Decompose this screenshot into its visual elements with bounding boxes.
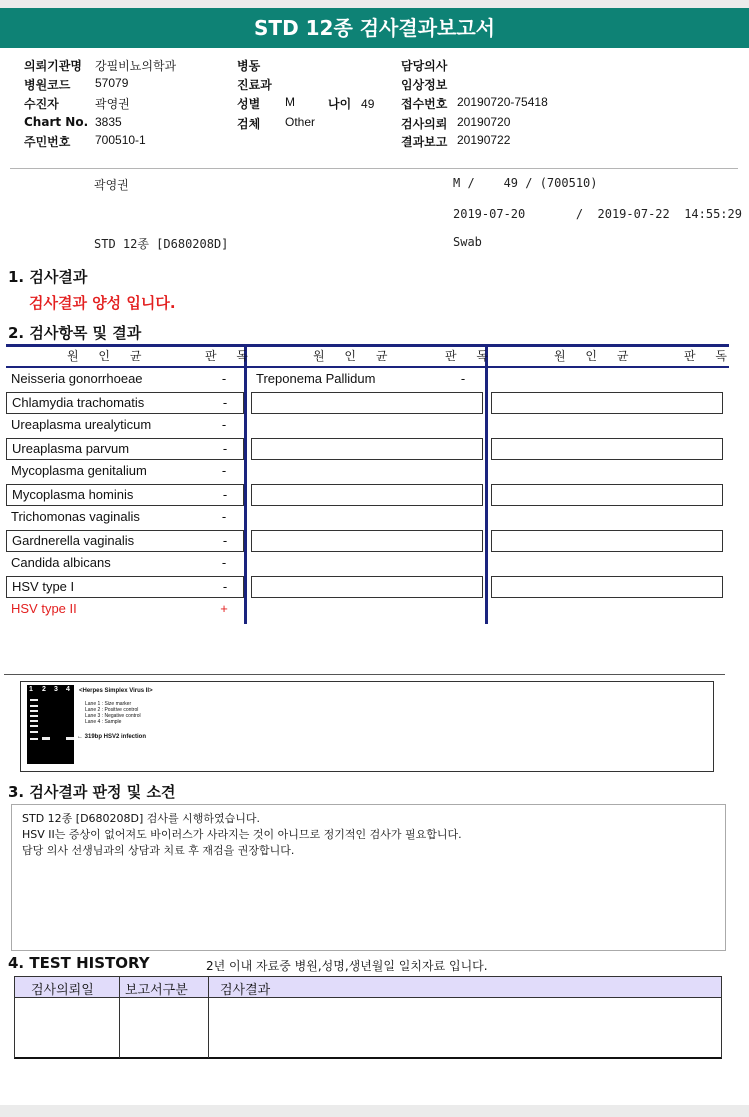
header-field-value: 57079 — [95, 76, 129, 90]
result-row — [6, 369, 244, 391]
header-separator — [10, 168, 738, 169]
header-pathogen: 원 인 균 — [554, 349, 637, 363]
header-pathogen: 원 인 균 — [313, 349, 396, 363]
result-judgment: - — [221, 371, 227, 386]
result-row — [6, 507, 244, 529]
header-field-label: 병동 — [237, 59, 261, 73]
section-1-title: 1. 검사결과 — [8, 268, 88, 286]
gel-title: <Herpes Simplex Virus II> — [79, 688, 153, 694]
ladder-band — [30, 705, 38, 707]
sample-band — [66, 737, 74, 740]
header-field-label: Chart No. — [24, 115, 89, 129]
gel-legend-item: Lane 3 : Negative control — [85, 713, 141, 719]
header-field — [237, 57, 260, 74]
header-field-label: 의뢰기관명 — [24, 59, 82, 73]
result-empty-cell — [251, 438, 483, 460]
result-row — [6, 484, 244, 506]
gel-legend — [85, 701, 141, 725]
ladder-band — [30, 699, 38, 701]
header-field-label: 검사의뢰 — [401, 117, 448, 131]
header-field-value: Other — [285, 115, 316, 129]
result-empty-cell — [251, 392, 483, 414]
header-field-label: 진료과 — [237, 78, 272, 92]
comment-line: HSV II는 증상이 없어져도 바이러스가 사라지는 것이 아니므로 정기적인 검사가 필요합니다. — [22, 828, 462, 841]
result-empty-cell — [251, 576, 483, 598]
result-judgment: - — [221, 509, 227, 524]
age-label: 나이 — [328, 97, 352, 111]
result-judgment: - — [221, 555, 227, 570]
age-field — [328, 95, 374, 112]
header-field — [401, 57, 447, 74]
pathogen-name: Chlamydia trachomatis — [12, 395, 145, 410]
header-field-value: 곽영권 — [95, 97, 130, 111]
ladder-band — [30, 715, 38, 717]
gel-band-annotation: ← 319bp HSV2 infection — [77, 734, 147, 740]
pathogen-name: Ureaplasma urealyticum — [11, 417, 152, 432]
ladder-band — [30, 710, 38, 712]
header-field — [401, 95, 548, 112]
header-field — [24, 95, 130, 112]
history-column-divider — [208, 977, 209, 1058]
summary-dates: 2019-07-20 / 2019-07-22 14:55:29 — [453, 207, 742, 221]
header-field-value: M — [285, 95, 295, 109]
result-empty-cell — [491, 530, 723, 552]
header-field — [24, 57, 177, 74]
gel-legend-item: Lane 2 : Positive control — [85, 707, 139, 713]
header-field — [401, 76, 447, 93]
result-judgment: + — [220, 601, 228, 616]
result-row — [6, 415, 244, 437]
header-field-value: 강필비뇨의학과 — [95, 59, 177, 73]
header-field-value: 20190722 — [457, 133, 511, 147]
ladder-band — [30, 738, 38, 740]
result-row — [6, 576, 244, 598]
results-column-divider — [485, 344, 488, 624]
result-empty-cell — [491, 438, 723, 460]
header-field-value: 20190720 — [457, 115, 511, 129]
summary-specimen: Swab — [453, 235, 482, 249]
lane-number: 2 — [42, 686, 46, 693]
header-field-label: 임상정보 — [401, 78, 448, 92]
pathogen-name: HSV type II — [11, 601, 77, 616]
result-judgment: - — [222, 441, 228, 456]
header-field — [24, 76, 129, 93]
summary-sex-age: M / 49 / (700510) — [453, 176, 598, 190]
report-title: STD 12종 검사결과보고서 — [0, 8, 749, 48]
ladder-band — [30, 731, 38, 733]
history-table — [14, 976, 722, 1059]
summary-name: 곽영권 — [94, 178, 129, 192]
header-field-value: 3835 — [95, 115, 122, 129]
header-field-label: 접수번호 — [401, 97, 448, 111]
pathogen-name: Mycoplasma genitalium — [11, 463, 147, 478]
result-empty-cell — [251, 530, 483, 552]
header-field-value: 20190720-75418 — [457, 95, 548, 109]
result-row — [6, 392, 244, 414]
pathogen-name: Mycoplasma hominis — [12, 487, 134, 502]
result-judgment: - — [222, 533, 228, 548]
positive-control-band — [42, 737, 50, 740]
result-judgment: - — [460, 371, 466, 386]
header-field — [401, 115, 511, 132]
header-field — [24, 133, 146, 150]
result-row — [6, 599, 244, 621]
comment-line: STD 12종 [D680208D] 검사를 시행하였습니다. — [22, 812, 261, 825]
header-field — [401, 133, 511, 150]
header-judgment: 판 독 — [205, 349, 256, 363]
section-4-title: 4. TEST HISTORY — [8, 954, 150, 972]
result-row — [6, 530, 244, 552]
history-header-result: 검사결과 — [220, 983, 271, 998]
result-judgment: - — [222, 579, 228, 594]
comment-box — [11, 804, 726, 951]
pathogen-name: Candida albicans — [11, 555, 111, 570]
result-empty-cell — [491, 576, 723, 598]
overall-result: 검사결과 양성 입니다. — [29, 294, 176, 312]
lane-number: 4 — [66, 686, 70, 693]
ladder-band — [30, 720, 38, 722]
result-empty-cell — [251, 484, 483, 506]
section-3-title: 3. 검사결과 판정 및 소견 — [8, 783, 176, 801]
result-row — [6, 461, 244, 483]
header-field-label: 담당의사 — [401, 59, 448, 73]
result-row — [6, 553, 244, 575]
comment-line: 담당 의사 선생님과의 상담과 치료 후 재검을 권장합니다. — [22, 844, 295, 857]
lane-number: 1 — [29, 686, 33, 693]
pathogen-name: Treponema Pallidum — [256, 371, 376, 386]
result-row — [251, 369, 483, 391]
header-field-label: 병원코드 — [24, 78, 71, 92]
gel-figure — [20, 681, 714, 772]
header-field-label: 수진자 — [24, 97, 59, 111]
pathogen-name: Neisseria gonorrhoeae — [11, 371, 143, 386]
pathogen-name: Ureaplasma parvum — [12, 441, 130, 456]
header-field — [237, 76, 272, 93]
header-field — [24, 115, 122, 129]
results-end-rule — [4, 674, 725, 675]
gel-image — [27, 685, 74, 764]
top-strip — [0, 0, 749, 8]
bottom-strip — [0, 1105, 749, 1117]
history-column-divider — [119, 977, 120, 1058]
header-field-label: 결과보고 — [401, 135, 448, 149]
header-judgment: 판 독 — [684, 349, 735, 363]
result-judgment: - — [222, 487, 228, 502]
result-judgment: - — [221, 417, 227, 432]
history-header-row — [15, 977, 721, 998]
header-field-value: 700510-1 — [95, 133, 146, 147]
result-empty-cell — [491, 484, 723, 506]
header-field-label: 검체 — [237, 117, 261, 131]
pathogen-name: Trichomonas vaginalis — [11, 509, 140, 524]
header-judgment: 판 독 — [445, 349, 496, 363]
gel-legend-item: Lane 1 : Size marker — [85, 701, 132, 707]
result-row — [6, 438, 244, 460]
history-header-report-type: 보고서구분 — [125, 983, 188, 998]
section-2-title: 2. 검사항목 및 결과 — [8, 324, 142, 342]
pathogen-name: HSV type I — [12, 579, 75, 594]
age-value: 49 — [361, 97, 375, 111]
summary-test: STD 12종 [D680208D] — [94, 237, 229, 251]
header-pathogen: 원 인 균 — [67, 349, 150, 363]
ladder-band — [30, 725, 38, 727]
header-field-label: 성별 — [237, 97, 261, 111]
result-judgment: - — [222, 395, 228, 410]
header-field — [237, 115, 316, 132]
result-empty-cell — [491, 392, 723, 414]
result-judgment: - — [221, 463, 227, 478]
history-note: 2년 이내 자료중 병원,성명,생년월일 일치자료 입니다. — [206, 959, 488, 973]
header-field-label: 주민번호 — [24, 135, 71, 149]
gel-legend-item: Lane 4 : Sample — [85, 719, 122, 725]
results-table-header-rule — [6, 366, 729, 368]
history-header-request-date: 검사의뢰일 — [31, 983, 94, 998]
lane-number: 3 — [54, 686, 58, 693]
results-column-divider — [244, 344, 247, 624]
pathogen-name: Gardnerella vaginalis — [12, 533, 135, 548]
header-field — [237, 95, 295, 112]
